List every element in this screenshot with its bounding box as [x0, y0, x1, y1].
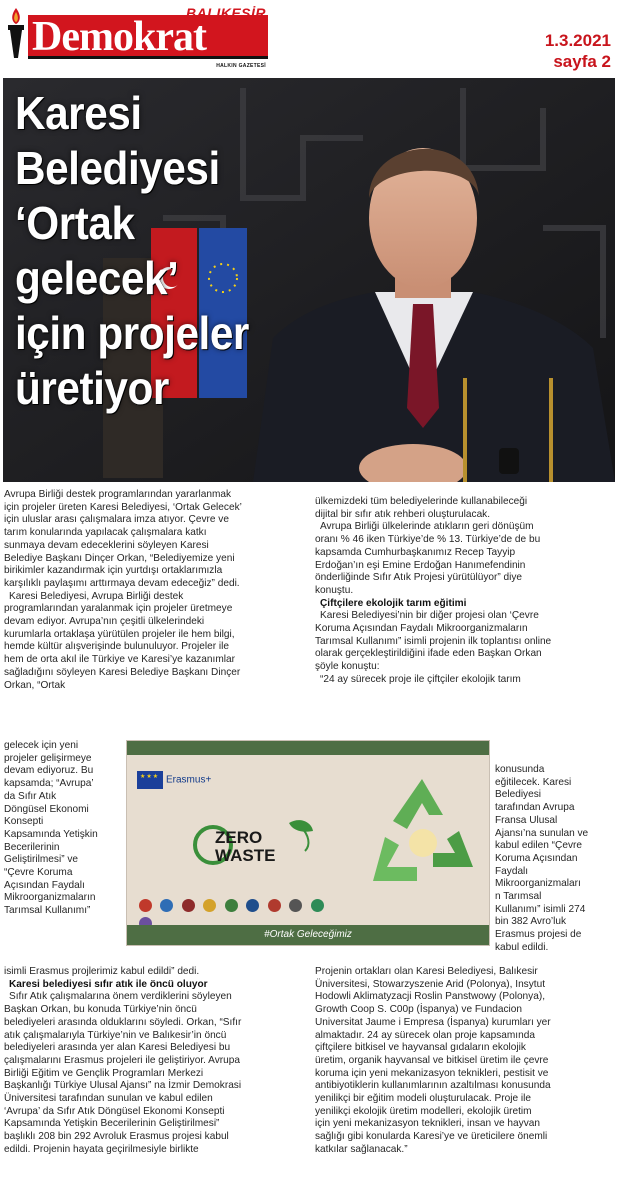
text-line: Projenin ortakları olan Karesi Belediyesi, Balıkesir	[315, 966, 538, 977]
text-line: oranı % 46 iken Türkiye’de % 13. Türkiye’de de bu	[315, 534, 541, 546]
text-line: kapsamda Cumhurbaşkanımız Recep Tayyip	[315, 546, 516, 558]
partner-logo-icon	[203, 899, 216, 912]
text-line: projeler gelişirmeye	[4, 752, 92, 764]
text-line: Mikroorganizmaların	[4, 892, 96, 904]
text-line: Üniversitesi tarafından sunulan ve kabul edilen	[4, 1093, 213, 1105]
hero-photo	[3, 78, 615, 482]
text-line: Sıfır Atık çalışmalarına önem verdiklerini söyleyen	[9, 991, 232, 1003]
text-line: Karesi Belediyesi’nin bir diğer projesi olan ‘Çevre	[320, 610, 539, 622]
logo-city: BALIKESİR	[186, 5, 266, 21]
left-column-top	[4, 489, 304, 692]
text-line: için projeler üreten Karesi Belediyesi, ‘Ortak Gelecek’	[4, 501, 242, 513]
text-line: kurumlarla ortaklaşa yürütülen projeler ile hem bilgi,	[4, 628, 235, 640]
erasmus-label: Erasmus+	[166, 774, 212, 786]
headline-line: Belediyesi	[15, 142, 220, 194]
text-line: isimli Erasmus projlerimiz kabul edildi” dedi.	[4, 966, 200, 977]
text-line: Belediyesi	[495, 789, 542, 801]
text-line: devam ediyor. Avrupa’nın çeşitli ülkelerindeki	[4, 616, 205, 628]
partner-logo-icon	[182, 899, 195, 912]
text-line: Becerilerinin	[4, 841, 60, 853]
text-line: kabul edildi.	[495, 941, 549, 953]
issue-info	[545, 30, 611, 72]
text-line: bin 382 Avro’luk	[495, 916, 567, 928]
partner-logo-icon	[289, 899, 302, 912]
masthead	[0, 0, 617, 78]
newspaper-logo	[28, 5, 268, 69]
text-line: belediyeleri arasında olduklarını söyledi. Orkan, “Sıfır	[4, 1016, 242, 1028]
text-line: konusunda	[495, 764, 545, 775]
text-line: Koruma Açısından	[495, 852, 578, 864]
waste-word: WASTE	[215, 846, 276, 865]
recycling-symbol-icon	[363, 771, 481, 891]
text-line: devam ediyoruz. Bu	[4, 765, 94, 777]
text-line: eğitilecek. Karesi	[495, 776, 572, 788]
zero-waste-text	[215, 829, 275, 865]
text-line: hemde kültür alışverişinde bulunuluyor. Projeler ile	[4, 641, 229, 653]
text-line: Tarımsal Kullanımı”	[4, 905, 91, 917]
partner-logo-icon	[268, 899, 281, 912]
headline-line: üretiyor	[15, 362, 169, 414]
hashtag-bar: #Ortak Geleceğimiz	[127, 925, 489, 945]
text-line: Belediye Başkanı Dinçer Orkan, “Belediyemize yeni	[4, 552, 235, 564]
text-line: koruma için yeni mekanizasyon teknikleri, pestisit ve	[315, 1067, 549, 1079]
text-line: kapsamda; “Avrupa’	[4, 778, 94, 790]
text-line: Kapsamında Yetişkin Becerilerinin Geliştirilmesi”	[4, 1118, 220, 1130]
text-line: olarak gerçekleştirildiğini ifade eden Başkan Orkan	[315, 648, 542, 660]
zero-waste-badge	[189, 815, 339, 875]
text-line: Ajansı’na sunulan ve	[495, 827, 589, 839]
text-line: antibiyotiklerin kullanımlarının azaltılması konusunda	[315, 1080, 551, 1092]
zero-word: ZERO	[215, 828, 263, 847]
text-line: edildi. Projenin hayata geçirilmesiyle birlikte	[4, 1143, 199, 1155]
text-line: Geliştirilmesi” ve	[4, 854, 79, 866]
partner-logo-icon	[139, 899, 152, 912]
text-line: Döngüsel Ekonomi	[4, 803, 89, 815]
text-line: gelecek için yeni	[4, 740, 79, 751]
erasmus-logo	[137, 771, 211, 789]
subheading: Karesi belediyesi sıfır atık ile öncü oluyor	[9, 978, 208, 990]
eu-flag-icon	[137, 771, 163, 789]
text-line: almaktadır. 24 ay sürecek olan proje kapsamında	[315, 1029, 535, 1041]
text-line: dijital bir sıfır atık rehberi oluşturulacak.	[315, 508, 491, 520]
text-line: ‘Avrupa’ da Sıfır Atık Döngüsel Ekonomi Konsepti	[4, 1105, 225, 1117]
text-line: hem de orta akıl ile Türkiye ve Karesi’ye kazanımlar	[4, 654, 235, 666]
inset-top-bar	[127, 741, 489, 755]
text-line: belediyeleri arasında yer alan Karesi Belediyesi bu	[4, 1042, 231, 1054]
headline-line: için projeler	[15, 307, 249, 359]
text-line: Birliği Eğitim ve Gençlik Programları Merkezi	[4, 1067, 204, 1079]
text-line: çiftçilere bitkisel ve hayvansal gıdaların ekolojik	[315, 1042, 526, 1054]
left-column-bottom	[4, 966, 309, 1157]
text-line: yenilikçi bir eğitim modeli oluşturulacak. Proje ile	[315, 1093, 531, 1105]
headline-line: Karesi	[15, 87, 142, 139]
article-headline	[15, 86, 291, 416]
text-line: tarafından Avrupa	[495, 802, 575, 814]
text-line: Hodowli Aklimatyzacji Roslin Panstwowy (Polonya),	[315, 991, 545, 1003]
text-line: karşılıklı paylaşımı arttırmaya devam edeceğiz” dedi.	[4, 577, 240, 589]
logo-name: Demokrat	[28, 15, 268, 59]
text-line: katkılar sağlanacak.”	[315, 1143, 408, 1155]
text-line: için yeni mekanizasyon teknikleri, insan ve hayvan	[315, 1118, 540, 1130]
text-line: atık çalışmalarıyla Türkiye’nin ve Balıkesir’in öncü	[4, 1029, 227, 1041]
text-line: Faydalı	[495, 865, 529, 877]
headline-line: ‘Ortak	[15, 197, 135, 249]
text-line: için uluslar arası çalışmalara imza atıyor. Çevre ve	[4, 514, 229, 526]
text-line: Kullanımı” isimli 274	[495, 903, 586, 915]
text-line: Başkanlığı Türkiye Ulusal Ajansı” na İzmir Demokrasi	[4, 1080, 242, 1092]
partner-logos	[139, 899, 349, 913]
text-line: Açısından Faydalı	[4, 879, 85, 891]
text-line: ülkemizdeki tüm belediyelerinde kullanabileceği	[315, 496, 528, 507]
right-narrow-column	[495, 764, 613, 955]
text-line: Mikroorganizmaları	[495, 878, 581, 890]
text-line: Growth Coop S. C00p (İspanya) ve Fundacion	[315, 1004, 523, 1016]
torch-logo-icon	[4, 6, 28, 62]
text-line: Erasmus projesi de	[495, 929, 582, 941]
text-line: Orkan, “Ortak	[4, 679, 66, 691]
text-line: yenilikçi ekolojik üretim modelleri, ekolojik üretim	[315, 1105, 532, 1117]
text-line: birikimler kazandırmak için yurtdışı ortaklarımızla	[4, 565, 223, 577]
partner-logo-icon	[246, 899, 259, 912]
text-line: Karesi Belediyesi, Avrupa Birliği destek	[9, 590, 184, 602]
text-line: kabul edilen “Çevre	[495, 840, 582, 852]
text-line: Fransa Ulusal	[495, 814, 558, 826]
text-line: n Tarımsal	[495, 891, 542, 903]
text-line: Üniversitesi, Stowarzyszenie Arid (Polonya), Insytut	[315, 978, 546, 990]
text-line: sağladığını söyleyen Karesi Belediye Başkanı Dinçer	[4, 666, 241, 678]
text-line: sağlığı gibi konularda Karesi’ye ve üreticilere önemli	[315, 1131, 548, 1143]
headline-line: gelecek’	[15, 252, 179, 304]
text-line: konuştu.	[315, 584, 354, 596]
right-column-bottom	[315, 966, 615, 1157]
right-column-top	[315, 496, 615, 687]
text-line: tarım konularında yapılacak çalışmalara katkı	[4, 527, 207, 539]
erasmus-project-image	[126, 740, 490, 946]
text-line: başlıklı 208 bin 292 Avroluk Erasmus projesi kabul	[4, 1131, 229, 1143]
partner-logo-icon	[160, 899, 173, 912]
text-line: önderliğinde Sıfır Atık Projesi yürütülüyor” diye	[315, 572, 523, 584]
text-line: sunmaya devam edeceklerini söyleyen Karesi	[4, 539, 209, 551]
text-line: çalışmalarını Erasmus projeleri ile geliştiriyor. Avrupa	[4, 1054, 240, 1066]
text-line: üretim, organik hayvansal ve bitkisel üretim ile çevre	[315, 1054, 549, 1066]
text-line: Universitat Jaume i Empresa (İspanya) kurumları yer	[315, 1016, 551, 1028]
text-line: programlarından yaralanmak için projeler üretmeye	[4, 603, 233, 615]
page-number: sayfa 2	[553, 52, 611, 71]
logo-subtitle: HALKIN GAZETESİ	[216, 63, 266, 69]
partner-logo-icon	[225, 899, 238, 912]
text-line: Kapsamında Yetişkin	[4, 828, 98, 840]
text-line: Avrupa Birliği ülkelerinde atıkların geri dönüşüm	[320, 521, 534, 533]
subheading: Çiftçilere ekolojik tarım eğitimi	[320, 597, 467, 609]
issue-date: 1.3.2021	[544, 31, 611, 50]
partner-logo-icon	[311, 899, 324, 912]
text-line: Avrupa Birliği destek programlarından yararlanmak	[4, 489, 232, 500]
text-line: Tarımsal Kullanımı” isimli projenin ilk toplantısı online	[315, 635, 552, 647]
text-line: Koruma Açısından Faydalı Mikroorganizmaların	[315, 623, 528, 635]
text-line: “24 ay sürecek proje ile çiftçiler ekolojik tarım	[320, 673, 521, 685]
text-line: Konsepti	[4, 816, 44, 828]
left-narrow-column	[4, 740, 122, 918]
text-line: “Çevre Koruma	[4, 867, 73, 879]
text-line: Erdoğan’ın eşi Emine Erdoğan Hanımefendinin	[315, 559, 526, 571]
text-line: Başkan Orkan, bu konuda Türkiye’nin öncü	[4, 1004, 197, 1016]
text-line: şöyle konuştu:	[315, 661, 380, 673]
text-line: da Sıfır Atık	[4, 790, 57, 802]
